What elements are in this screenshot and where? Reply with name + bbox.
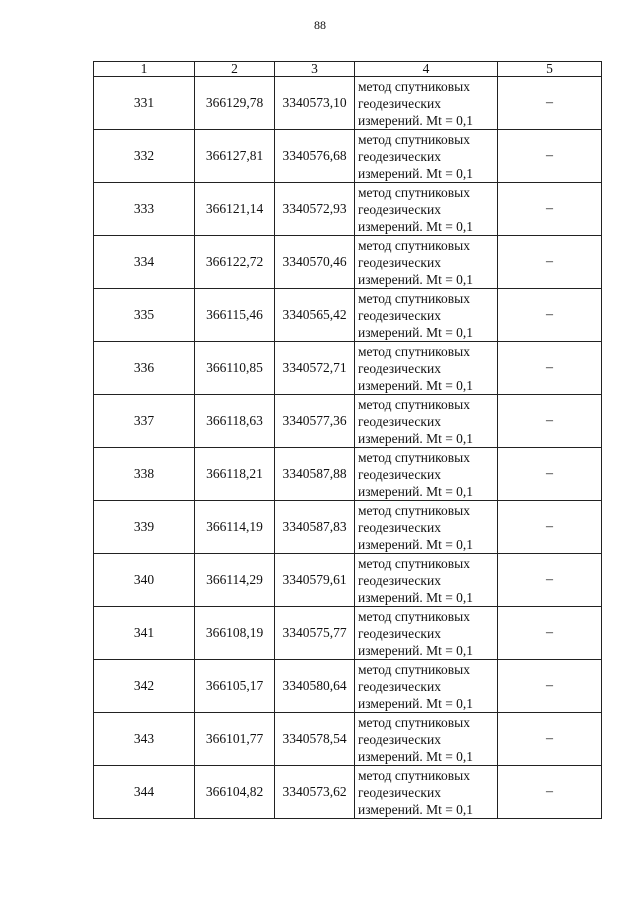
method-line-3: измерений. Mt = 0,1 [358,801,474,817]
method-line-1: метод спутниковых [358,767,470,783]
table-row [94,713,602,766]
point-number-cell: 337 [94,395,195,448]
method-line-3: измерений. Mt = 0,1 [358,642,474,658]
table-row [94,183,602,236]
method-cell [355,448,498,501]
x-coordinate-cell: 366114,29 [195,554,275,607]
method-line-2: геодезических [358,784,441,800]
x-coordinate-cell: 366118,63 [195,395,275,448]
method-line-1: метод спутниковых [358,714,470,730]
method-cell [355,607,498,660]
x-coordinate-cell: 366101,77 [195,713,275,766]
note-cell: – [498,342,602,395]
method-line-2: геодезических [358,678,441,694]
note-cell: – [498,448,602,501]
y-coordinate-cell: 3340572,71 [275,342,355,395]
table-row [94,766,602,819]
x-coordinate-cell: 366129,78 [195,77,275,130]
method-line-2: геодезических [358,572,441,588]
method-cell [355,554,498,607]
point-number-cell: 333 [94,183,195,236]
method-line-1: метод спутниковых [358,131,470,147]
note-cell: – [498,395,602,448]
method-line-3: измерений. Mt = 0,1 [358,483,474,499]
table-row [94,448,602,501]
table-row [94,236,602,289]
y-coordinate-cell: 3340577,36 [275,395,355,448]
table-row [94,289,602,342]
table-row [94,342,602,395]
x-coordinate-cell: 366121,14 [195,183,275,236]
column-header-2: 2 [195,62,275,77]
x-coordinate-cell: 366104,82 [195,766,275,819]
method-line-1: метод спутниковых [358,237,470,253]
method-line-2: геодезических [358,95,441,111]
method-line-3: измерений. Mt = 0,1 [358,165,474,181]
table-row [94,607,602,660]
method-line-3: измерений. Mt = 0,1 [358,377,474,393]
method-line-2: геодезических [358,307,441,323]
method-line-3: измерений. Mt = 0,1 [358,271,474,287]
x-coordinate-cell: 366110,85 [195,342,275,395]
method-cell [355,77,498,130]
method-line-2: геодезических [358,201,441,217]
method-cell [355,395,498,448]
table-row [94,395,602,448]
note-cell: – [498,713,602,766]
point-number-cell: 332 [94,130,195,183]
x-coordinate-cell: 366108,19 [195,607,275,660]
method-line-1: метод спутниковых [358,290,470,306]
point-number-cell: 336 [94,342,195,395]
x-coordinate-cell: 366122,72 [195,236,275,289]
method-line-3: измерений. Mt = 0,1 [358,218,474,234]
method-line-3: измерений. Mt = 0,1 [358,536,474,552]
method-line-2: геодезических [358,466,441,482]
method-cell [355,289,498,342]
method-cell [355,766,498,819]
method-cell [355,501,498,554]
table-row [94,660,602,713]
method-line-3: измерений. Mt = 0,1 [358,112,474,128]
page-number: 88 [314,18,326,32]
point-number-cell: 340 [94,554,195,607]
note-cell: – [498,660,602,713]
x-coordinate-cell: 366118,21 [195,448,275,501]
method-line-2: геодезических [358,625,441,641]
method-line-2: геодезических [358,254,441,270]
point-number-cell: 339 [94,501,195,554]
method-line-1: метод спутниковых [358,396,470,412]
note-cell: – [498,130,602,183]
note-cell: – [498,554,602,607]
y-coordinate-cell: 3340578,54 [275,713,355,766]
column-header-4: 4 [355,62,498,77]
method-line-3: измерений. Mt = 0,1 [358,324,474,340]
point-number-cell: 334 [94,236,195,289]
method-line-3: измерений. Mt = 0,1 [358,748,474,764]
y-coordinate-cell: 3340572,93 [275,183,355,236]
method-line-2: геодезических [358,413,441,429]
y-coordinate-cell: 3340573,10 [275,77,355,130]
point-number-cell: 331 [94,77,195,130]
y-coordinate-cell: 3340587,83 [275,501,355,554]
table-body [94,77,602,819]
method-line-3: измерений. Mt = 0,1 [358,695,474,711]
method-line-1: метод спутниковых [358,555,470,571]
x-coordinate-cell: 366115,46 [195,289,275,342]
point-number-cell: 341 [94,607,195,660]
method-line-1: метод спутниковых [358,184,470,200]
point-number-cell: 344 [94,766,195,819]
note-cell: – [498,236,602,289]
y-coordinate-cell: 3340587,88 [275,448,355,501]
method-line-2: геодезических [358,148,441,164]
column-header-1: 1 [94,62,195,77]
method-line-1: метод спутниковых [358,78,470,94]
method-cell [355,183,498,236]
table-header-row [94,62,602,77]
point-number-cell: 342 [94,660,195,713]
note-cell: – [498,766,602,819]
y-coordinate-cell: 3340570,46 [275,236,355,289]
point-number-cell: 343 [94,713,195,766]
method-line-3: измерений. Mt = 0,1 [358,589,474,605]
x-coordinate-cell: 366105,17 [195,660,275,713]
column-header-5: 5 [498,62,602,77]
y-coordinate-cell: 3340575,77 [275,607,355,660]
point-number-cell: 338 [94,448,195,501]
x-coordinate-cell: 366127,81 [195,130,275,183]
note-cell: – [498,183,602,236]
column-header-3: 3 [275,62,355,77]
method-line-1: метод спутниковых [358,343,470,359]
y-coordinate-cell: 3340580,64 [275,660,355,713]
method-line-1: метод спутниковых [358,661,470,677]
method-line-2: геодезических [358,360,441,376]
table-row [94,130,602,183]
method-line-3: измерений. Mt = 0,1 [358,430,474,446]
table-row [94,554,602,607]
note-cell: – [498,77,602,130]
note-cell: – [498,289,602,342]
y-coordinate-cell: 3340576,68 [275,130,355,183]
method-line-1: метод спутниковых [358,502,470,518]
note-cell: – [498,607,602,660]
method-line-1: метод спутниковых [358,608,470,624]
method-cell [355,713,498,766]
y-coordinate-cell: 3340565,42 [275,289,355,342]
x-coordinate-cell: 366114,19 [195,501,275,554]
y-coordinate-cell: 3340573,62 [275,766,355,819]
method-cell [355,130,498,183]
method-line-2: геодезических [358,731,441,747]
note-cell: – [498,501,602,554]
method-cell [355,660,498,713]
method-line-1: метод спутниковых [358,449,470,465]
method-line-2: геодезических [358,519,441,535]
method-cell [355,236,498,289]
table-row [94,77,602,130]
y-coordinate-cell: 3340579,61 [275,554,355,607]
point-number-cell: 335 [94,289,195,342]
table-row [94,501,602,554]
method-cell [355,342,498,395]
coordinates-table [93,61,602,819]
